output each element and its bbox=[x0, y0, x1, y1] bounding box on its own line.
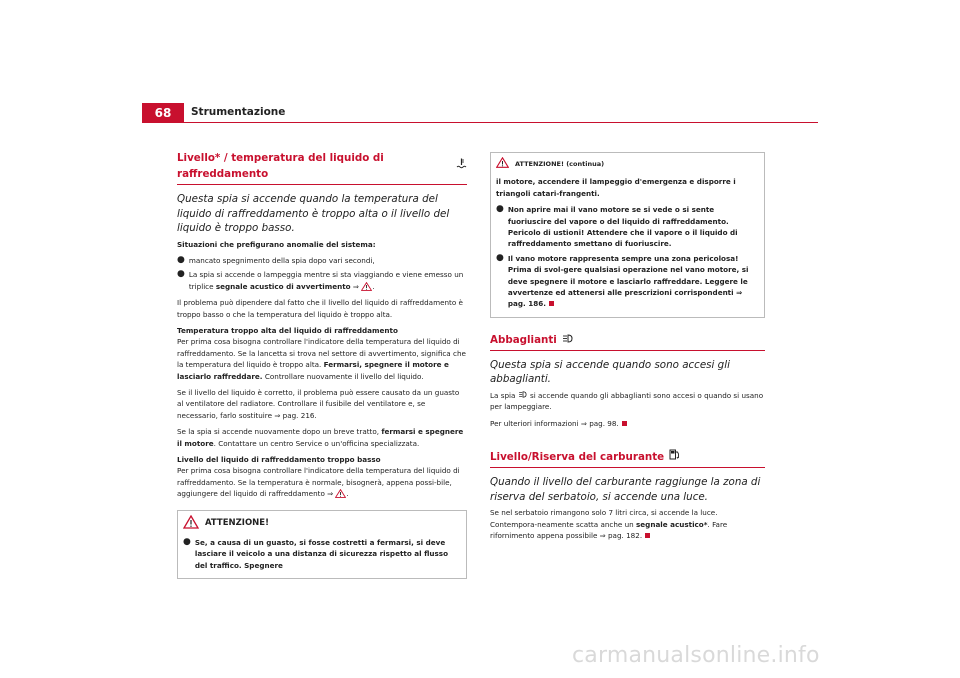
warning-continued-box bbox=[490, 152, 765, 318]
high-beam-more-paragraph bbox=[490, 418, 765, 429]
list-item bbox=[177, 269, 467, 294]
bullet-text: La spia si accende o lampeggia mentre si sta viaggiando e viene emesso un triplice segnale acustico di avvertimento ⇒ . bbox=[189, 269, 467, 294]
watermark: carmanualsonline.info bbox=[572, 643, 820, 668]
warning-continued-text: il motore, accendere il lampeggio d'emergenza e disporre i triangoli catari-frangenti. bbox=[496, 177, 736, 198]
low-level-heading: Livello del liquido di raffreddamento troppo basso bbox=[177, 455, 381, 464]
warning-bullet-text bbox=[508, 253, 760, 310]
right-column bbox=[490, 150, 765, 546]
low-level-text: Per prima cosa bisogna controllare l'indicatore della temperatura del liquido di raffreddamento. Se la temperatura è normale, bisognerà, appena possi-bile, aggiungere del liquido di raffreddamento bbox=[177, 466, 460, 499]
list-item bbox=[496, 204, 760, 250]
fuel-title-rule bbox=[490, 467, 765, 468]
list-item bbox=[496, 253, 760, 310]
temp-text-end: Controllare nuovamente il livello del liquido. bbox=[264, 371, 424, 381]
fuel-title-text: Livello/Riserva del carburante bbox=[490, 450, 665, 463]
again-paragraph bbox=[177, 426, 467, 449]
coolant-title-text: Livello* / temperatura del liquido di raffreddamento bbox=[177, 152, 384, 180]
page-reference: pag. 182. bbox=[608, 530, 643, 540]
high-beam-title-text: Abbaglianti bbox=[490, 333, 557, 346]
high-beam-paragraph bbox=[490, 390, 765, 413]
bullet-text: mancato spegnimento della spia dopo vari secondi, bbox=[188, 255, 375, 265]
warning-text: Se, a causa di un guasto, si fosse costretti a fermarsi, si deve lasciare il veicolo a una distanza di sicurezza rispetto al flusso del traffico. Spegnere bbox=[194, 538, 449, 570]
situations-heading: Situazioni che prefigurano anomalie del sistema: bbox=[177, 239, 376, 249]
temp-paragraph bbox=[177, 336, 467, 382]
low-level-paragraph: Per prima cosa bisogna controllare l'indicatore della temperatura del liquido di raffreddamento. Se la temperatura è normale, bisognerà, appena possi-bile, aggiungere del liquido di raffreddamento ⇒ . bbox=[177, 465, 467, 501]
warning-triangle-icon bbox=[335, 489, 346, 501]
warning-continued-title: ATTENZIONE! (continua) bbox=[515, 160, 605, 168]
page-reference: pag. 186. bbox=[507, 299, 546, 309]
high-beam-section-title bbox=[490, 332, 765, 348]
reference-arrow: ⇒ bbox=[599, 530, 606, 540]
page-reference: pag. 98. bbox=[589, 418, 619, 428]
temp-heading: Temperatura troppo alta del liquido di raffreddamento bbox=[177, 325, 398, 335]
coolant-temperature-icon bbox=[456, 158, 467, 174]
bullet-bold-text: segnale acustico di avvertimento bbox=[215, 281, 351, 291]
warning-triangle-icon bbox=[361, 282, 372, 294]
warning-box bbox=[177, 510, 467, 580]
warning-header bbox=[183, 515, 462, 533]
coolant-title-rule bbox=[177, 184, 467, 185]
fuel-pump-icon bbox=[669, 448, 680, 465]
warning-bullet-text: Non aprire mai il vano motore se si vede o si sente fuoriuscire del vapore o del liquido di raffreddamento. Pericolo di ustioni! Attendere che il vapore o il liquido di raffreddamento smettano di fuoriuscire. bbox=[507, 205, 738, 249]
reference-arrow: ⇒ bbox=[327, 489, 334, 499]
reference-arrow: ⇒ bbox=[274, 410, 281, 420]
running-head: Strumentazione bbox=[191, 106, 286, 118]
high-beam-icon bbox=[562, 332, 574, 348]
fuel-paragraph bbox=[490, 507, 765, 541]
level-ok-paragraph bbox=[177, 387, 467, 421]
warning-continued-header bbox=[496, 157, 760, 172]
warning-title: ATTENZIONE! bbox=[205, 518, 269, 529]
fuel-section-title bbox=[490, 448, 765, 465]
again-text: Se la spia si accende nuovamente dopo un breve tratto, bbox=[177, 427, 380, 437]
high-beam-subtitle: Questa spia si accende quando sono accesi gli abbaglianti. bbox=[490, 358, 730, 386]
high-beam-more-text: Per ulteriori informazioni bbox=[490, 418, 579, 428]
fuel-subtitle: Quando il livello del carburante raggiunge la zona di riserva del serbatoio, si accende una luce. bbox=[490, 476, 761, 503]
bullet-text-part: La spia si accende o lampeggia mentre si sta viaggiando e viene emesso un triplice bbox=[188, 270, 464, 291]
list-item bbox=[177, 255, 467, 266]
end-marker-icon bbox=[622, 421, 627, 426]
high-beam-icon bbox=[518, 391, 528, 400]
coolant-subtitle: Questa spia si accende quando la temperatura del liquido di raffreddamento è troppo alta o il livello del liquido è troppo basso. bbox=[177, 193, 450, 234]
left-column bbox=[177, 150, 467, 579]
fuel-bold-text: segnale acustico* bbox=[636, 519, 708, 529]
reference-arrow: ⇒ bbox=[580, 418, 587, 428]
bullet-icon: ● bbox=[183, 537, 191, 548]
list-item bbox=[183, 537, 462, 571]
temp-text: Per prima cosa bisogna controllare l'indicatore della temperatura del liquido di raffreddamento. Se la lancetta si trova nel settore di avvertimento, significa che la temperatura del liquido è troppo alta. bbox=[177, 337, 466, 370]
coolant-section-title bbox=[177, 150, 467, 182]
bullet-icon: ● bbox=[496, 252, 504, 263]
page-number: 68 bbox=[142, 103, 184, 122]
reference-arrow: ⇒ bbox=[352, 281, 359, 291]
warning-bullet-text-part: Il vano motore rappresenta sempre una zona pericolosa! Prima di svol-gere qualsiasi operazione nel vano motore, si deve spegnere il motore e lasciarlo raffreddare. Leggere le avvertenze ed attenersi alle prescrizioni corrispondenti bbox=[507, 253, 749, 298]
bullet-icon: ● bbox=[177, 254, 185, 265]
high-beam-text-end: si accende quando gli abbaglianti sono accesi o quando si usano per lampeggiare. bbox=[490, 390, 764, 412]
warning-triangle-icon bbox=[183, 515, 199, 533]
level-ok-text: Se il livello del liquido è corretto, il problema può essere causato da un guasto al ventilatore del radiatore. Controllare il fusibile del ventilatore e, se necessario, farlo sostituire bbox=[177, 387, 460, 420]
again-text-end: . Contattare un centro Service o un'officina specializzata. bbox=[213, 438, 420, 448]
problem-paragraph: Il problema può dipendere dal fatto che il livello del liquido di raffreddamento è troppo basso o che la temperatura del liquido è troppo alta. bbox=[177, 298, 463, 319]
high-beam-title-rule bbox=[490, 350, 765, 351]
high-beam-text: La spia bbox=[490, 390, 516, 400]
temp-bold-text: Fermarsi, spegnere il motore e lasciarlo raffreddare. bbox=[177, 360, 449, 381]
fuel-text-end: . Fare rifornimento appena possibile bbox=[490, 519, 728, 540]
fuel-text: Se nel serbatoio rimangono solo 7 litri circa, si accende la luce. Contempora-neamente scatta anche un bbox=[490, 508, 718, 529]
again-bold-text: fermarsi e spegnere il motore bbox=[177, 427, 464, 448]
header-rule bbox=[142, 122, 818, 123]
warning-triangle-icon bbox=[496, 157, 509, 172]
end-marker-icon bbox=[549, 301, 554, 306]
end-marker-icon bbox=[645, 533, 650, 538]
bullet-icon: ● bbox=[496, 204, 504, 215]
page-reference: pag. 216. bbox=[282, 410, 317, 420]
reference-arrow: ⇒ bbox=[736, 288, 743, 298]
bullet-icon: ● bbox=[177, 269, 185, 280]
